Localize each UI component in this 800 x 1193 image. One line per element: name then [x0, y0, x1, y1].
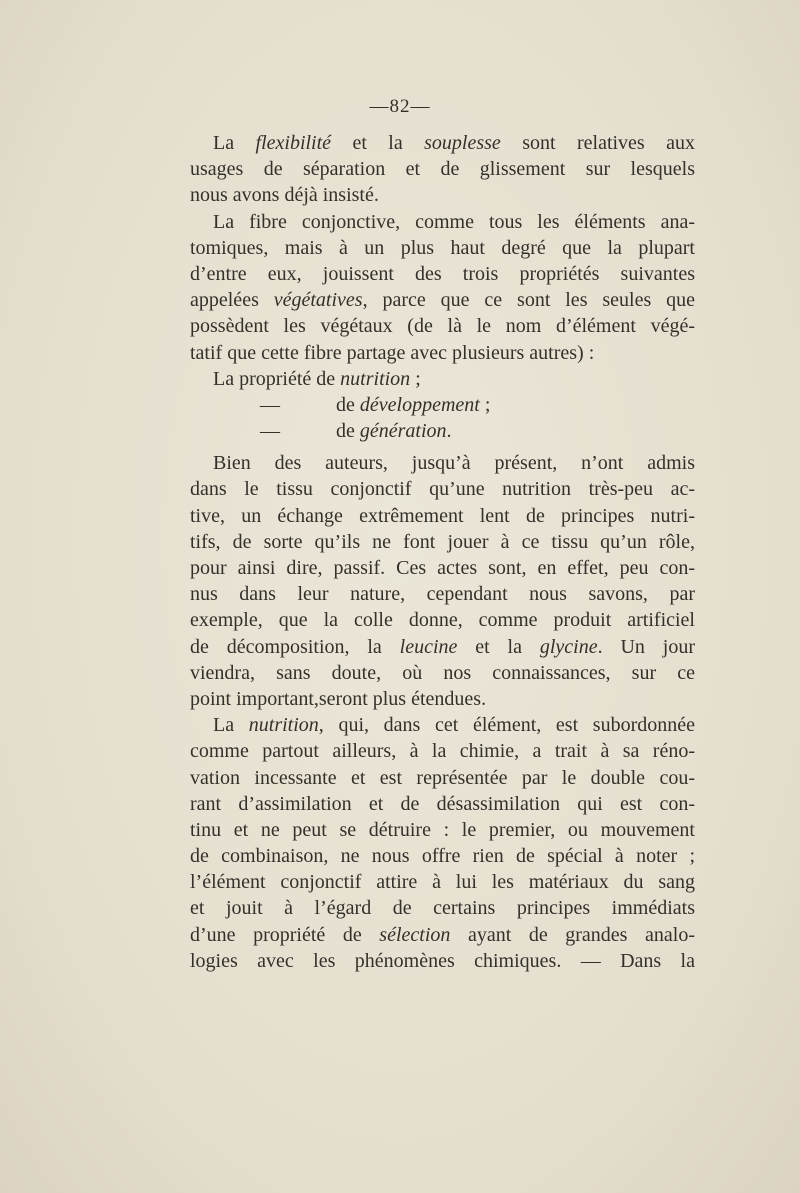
text-run: d’entre eux, jouissent des trois propriétés suivantes — [190, 262, 695, 285]
text-run: tive, un échange extrêmement lent de principes nutri- — [190, 504, 695, 527]
text-line — [190, 130, 695, 156]
text-run: et la — [331, 132, 425, 154]
paragraph — [190, 392, 695, 444]
text-line — [190, 476, 695, 502]
text-run: de combinaison, ne nous offre rien de spécial à noter ; — [190, 845, 695, 868]
text-line — [190, 660, 695, 686]
text-run: possèdent les végétaux (de là le nom d’élément végé- — [190, 315, 695, 338]
italic-term: souplesse — [424, 132, 501, 154]
italic-term: flexibilité — [255, 132, 332, 154]
text-line — [190, 261, 695, 287]
text-line — [190, 581, 695, 607]
body-text — [190, 130, 695, 974]
text-run: , qui, dans cet élément, est subordonnée — [318, 714, 696, 737]
text-line — [190, 287, 695, 313]
text-run: tinu et ne peut se détruire : le premier, ou mouvement — [190, 818, 695, 841]
text-line — [190, 340, 695, 366]
text-run: tifs, de sorte qu’ils ne font jouer à ce tissu qu’un rôle, — [190, 530, 695, 553]
text-run: pour ainsi dire, passif. Ces actes sont, en effet, peu con- — [190, 557, 695, 579]
text-line — [190, 235, 695, 261]
text-run: point important,seront plus étendues. — [190, 687, 487, 710]
page-number: —82— — [369, 96, 431, 117]
text-run: tomiques, mais à un plus haut degré que la plupart — [190, 236, 695, 259]
text-run: La — [213, 714, 249, 737]
text-run: d’une propriété de — [190, 923, 380, 946]
italic-term: développement — [359, 393, 480, 416]
text-run: La fibre conjonctive, comme tous les éléments ana- — [213, 210, 695, 233]
text-run: vation incessante et est représentée par le double cou- — [190, 766, 695, 789]
italic-term: végétatives — [273, 289, 363, 312]
italic-term: nutrition — [340, 367, 411, 390]
italic-term: leucine — [399, 635, 458, 658]
text-line — [190, 843, 695, 869]
text-run: exemple, que la colle donne, comme produit artificiel — [190, 609, 695, 632]
text-run: La — [213, 132, 256, 154]
text-run: La propriété de — [213, 367, 341, 390]
text-run: ; — [479, 393, 491, 416]
text-line — [190, 366, 695, 392]
paragraph — [190, 712, 695, 974]
text-line — [190, 182, 695, 208]
text-run: de — [336, 420, 360, 443]
paragraph — [190, 130, 695, 209]
text-run: ayant de grandes analo- — [450, 923, 695, 946]
italic-term: nutrition — [248, 714, 319, 737]
paragraph — [190, 450, 695, 712]
text-line — [190, 450, 695, 476]
text-line — [190, 686, 695, 712]
text-line — [190, 503, 695, 529]
text-line — [190, 418, 695, 444]
text-line — [190, 634, 695, 660]
paragraph — [190, 209, 695, 366]
italic-term: glycine — [539, 635, 598, 658]
text-run: de — [336, 393, 360, 416]
ditto-dash: — — [260, 420, 280, 443]
text-run: ; — [410, 367, 421, 390]
text-run: logies avec les phénomènes chimiques. — Dans la — [190, 949, 695, 972]
text-line — [190, 313, 695, 339]
text-run: appelées — [190, 289, 274, 312]
text-line — [190, 948, 695, 974]
text-line — [190, 765, 695, 791]
italic-term: sélection — [379, 923, 451, 946]
text-line — [190, 895, 695, 921]
ditto-dash: — — [260, 393, 280, 416]
text-line — [190, 529, 695, 555]
text-run: dans le tissu conjonctif qu’une nutrition très-peu ac- — [190, 478, 695, 501]
text-line — [190, 156, 695, 182]
text-run: Bien des auteurs, jusqu’à présent, n’ont admis — [213, 452, 695, 475]
text-line — [190, 738, 695, 764]
text-run: nus dans leur nature, cependant nous savons, par — [190, 583, 695, 606]
text-run: de décomposition, la — [190, 635, 400, 658]
text-run: viendra, sans doute, où nos connaissances, sur ce — [190, 661, 695, 684]
text-line — [190, 712, 695, 738]
text-line — [190, 209, 695, 235]
text-line — [190, 555, 695, 581]
italic-term: génération — [359, 420, 447, 443]
text-line — [190, 607, 695, 633]
text-run: comme partout ailleurs, à la chimie, a trait à sa réno- — [190, 740, 695, 763]
text-run: rant d’assimilation et de désassimilation qui est con- — [190, 792, 695, 815]
text-run: nous avons déjà insisté. — [190, 184, 379, 207]
text-line — [190, 817, 695, 843]
text-line — [190, 869, 695, 895]
text-run: et la — [457, 635, 540, 658]
text-run: , parce que ce sont les seules que — [362, 289, 695, 312]
text-run: l’élément conjonctif attire à lui les matériaux du sang — [190, 871, 695, 894]
text-line — [190, 791, 695, 817]
text-run: . — [446, 420, 452, 443]
text-run: sont relatives aux — [500, 132, 695, 154]
text-run: usages de séparation et de glissement sur lesquels — [190, 158, 695, 181]
text-run: et jouit à l’égard de certains principes immédiats — [190, 897, 695, 920]
text-line — [190, 922, 695, 948]
text-line — [190, 392, 695, 418]
paragraph — [190, 366, 695, 392]
text-run: . Un jour — [597, 635, 695, 658]
text-run: tatif que cette fibre partage avec plusieurs autres) : — [190, 341, 595, 364]
